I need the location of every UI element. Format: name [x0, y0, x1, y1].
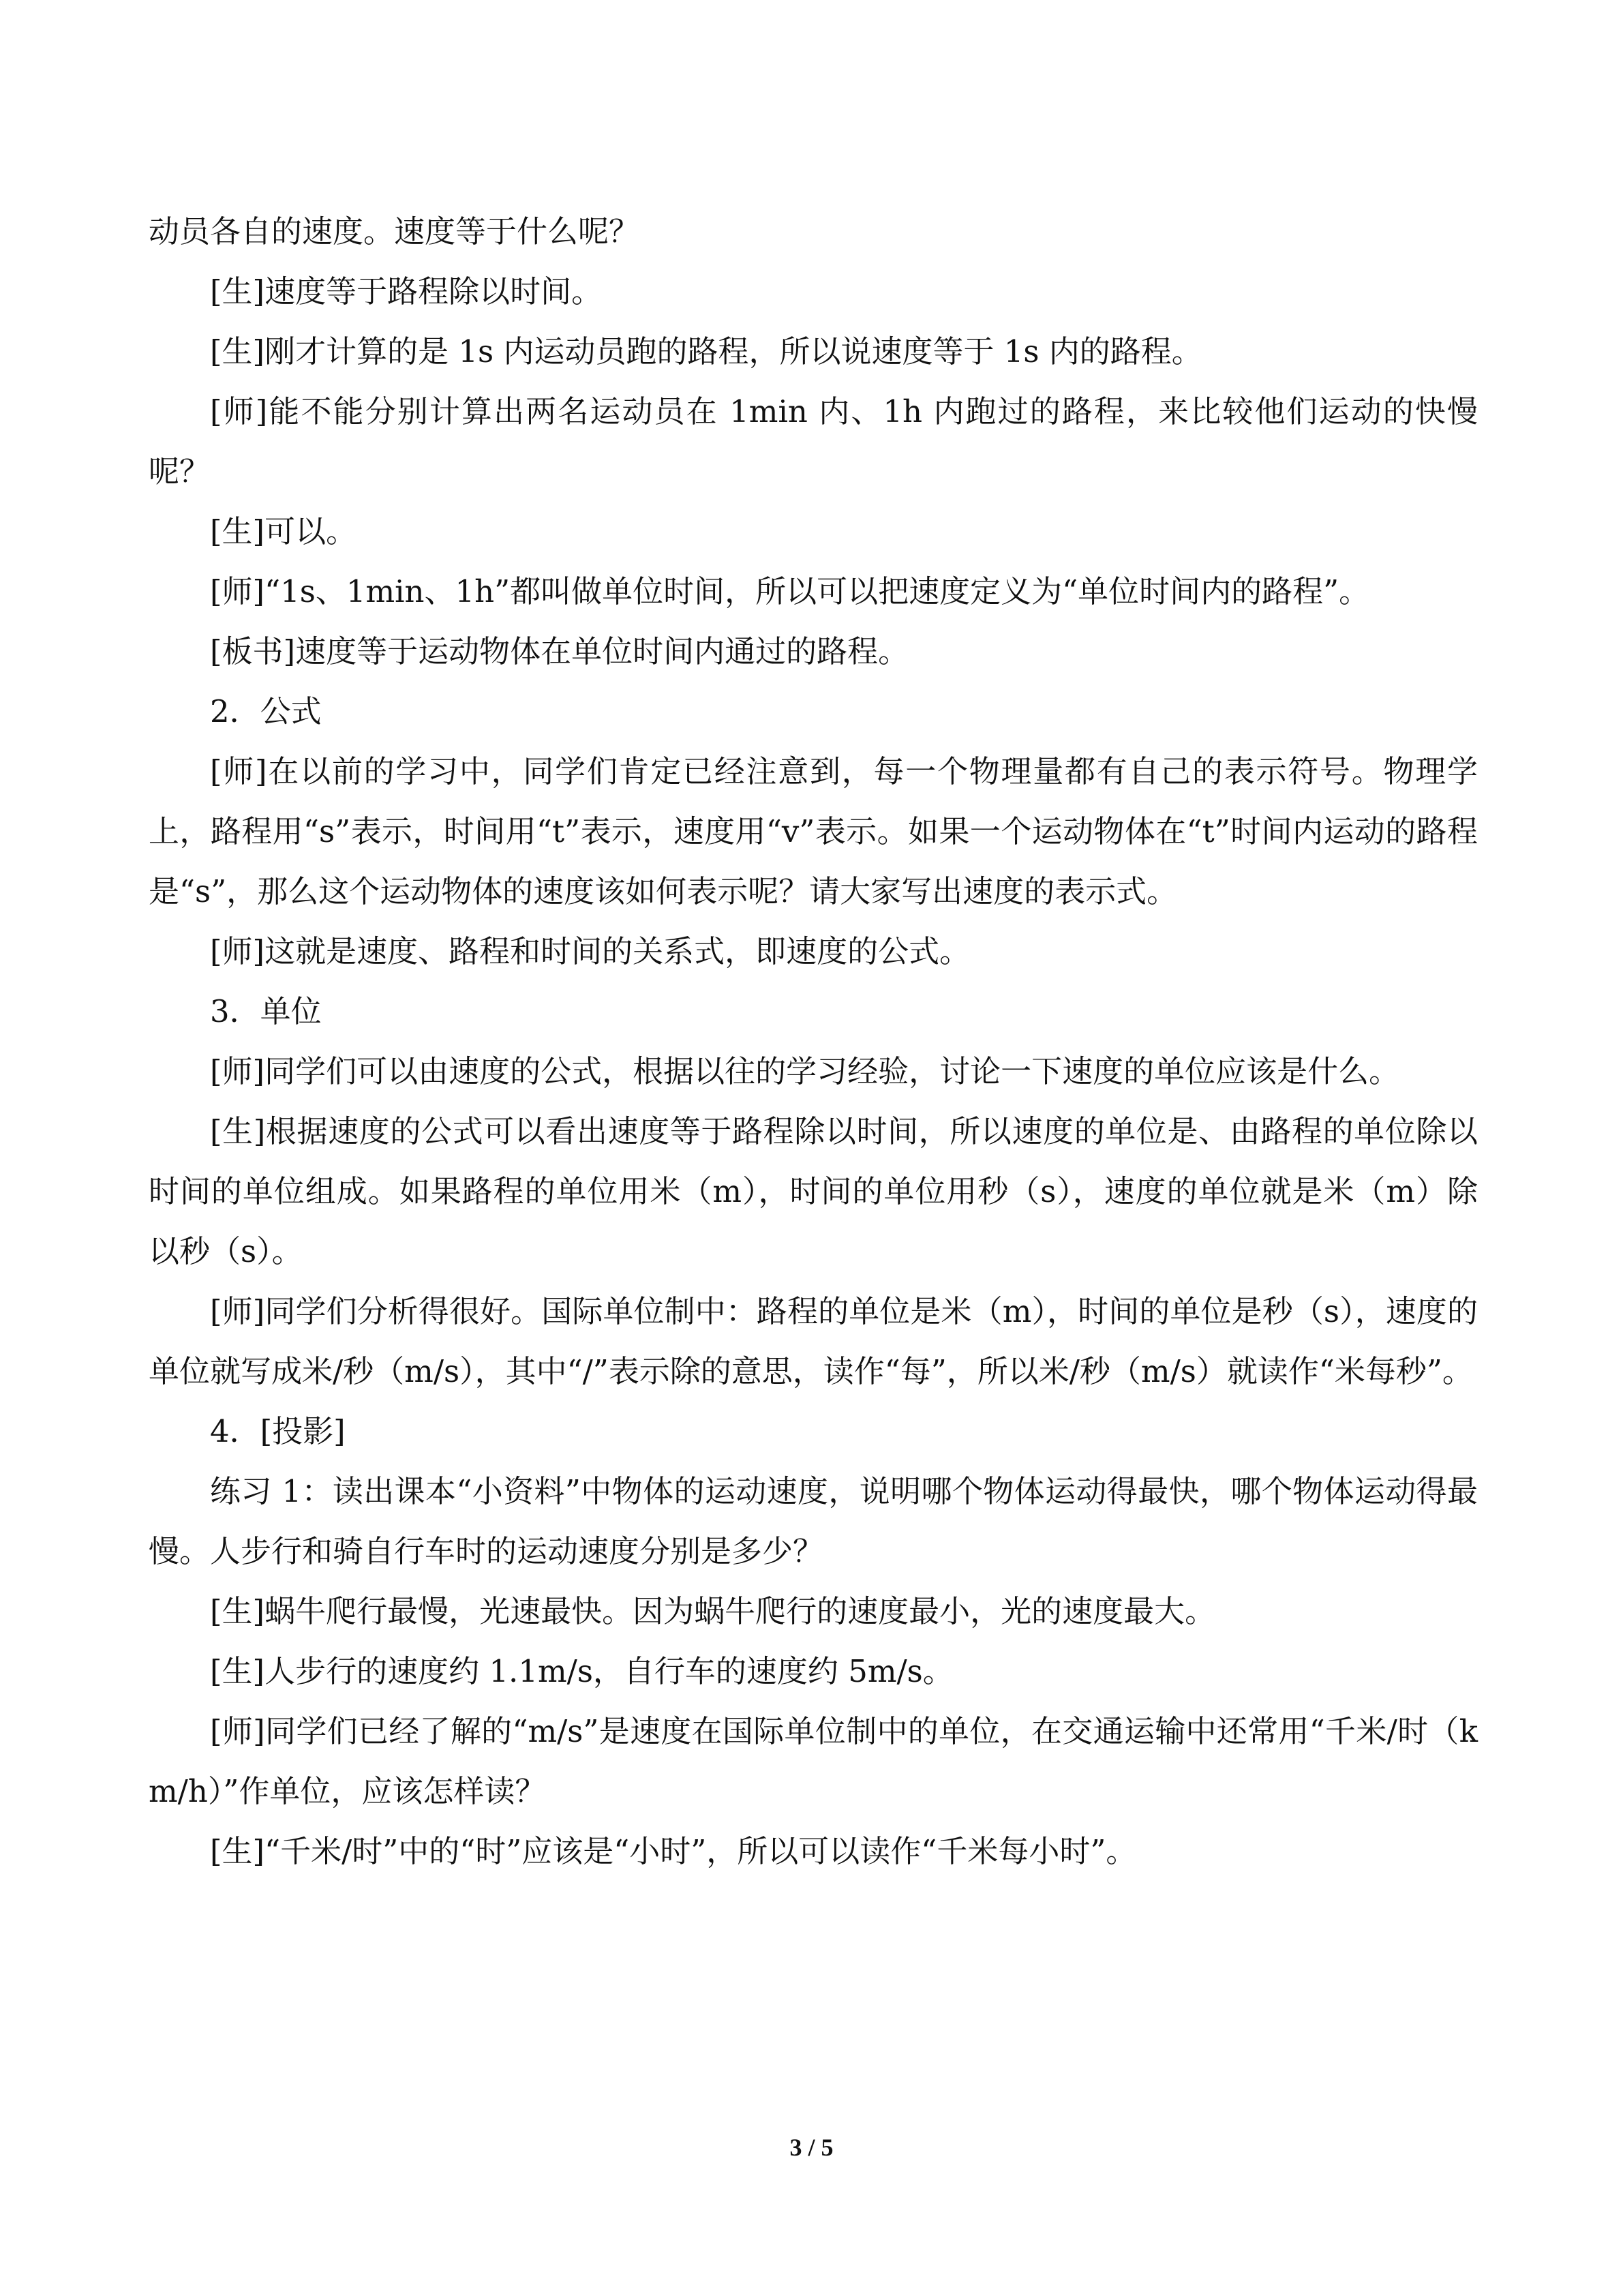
page-number: 3 / 5 [789, 2134, 834, 2161]
paragraph: [生]根据速度的公式可以看出速度等于路程除以时间，所以速度的单位是、由路程的单位除以时间的单位组成。如果路程的单位用米（m），时间的单位用秒（s），速度的单位就是米（m）除以秒（s）。 [149, 1113, 1478, 1269]
paragraph: [师]在以前的学习中，同学们肯定已经注意到，每一个物理量都有自己的表示符号。物理学上，路程用“s”表示，时间用“t”表示，速度用“v”表示。如果一个运动物体在“t”时间内运动的路程是“s”，那么这个运动物体的速度该如何表示呢？请大家写出速度的表示式。 [149, 753, 1478, 909]
document-body [149, 202, 1478, 1882]
paragraph: [师]“1s、1min、1h”都叫做单位时间，所以可以把速度定义为“单位时间内的路程”。 [210, 573, 1370, 609]
paragraph: 动员各自的速度。速度等于什么呢？ [149, 213, 640, 250]
paragraph: [生]速度等于路程除以时间。 [210, 273, 603, 309]
paragraph: [师]同学们已经了解的“m/s”是速度在国际单位制中的单位，在交通运输中还常用“千米/时（km/h）”作单位，应该怎样读？ [149, 1713, 1478, 1809]
paragraph: [师]能不能分别计算出两名运动员在 1min 内、1h 内跑过的路程，来比较他们运动的快慢呢？ [149, 393, 1478, 489]
paragraph: [生]人步行的速度约 1.1m/s，自行车的速度约 5m/s。 [210, 1653, 954, 1689]
paragraph: [生]“千米/时”中的“时”应该是“小时”，所以可以读作“千米每小时”。 [210, 1833, 1137, 1869]
paragraph: [师]这就是速度、路程和时间的关系式，即速度的公式。 [210, 933, 971, 969]
paragraph: [生]蜗牛爬行最慢，光速最快。因为蜗牛爬行的速度最小，光的速度最大。 [210, 1593, 1216, 1629]
paragraph: [师]同学们分析得很好。国际单位制中：路程的单位是米（m），时间的单位是秒（s），速度的单位就写成米/秒（m/s），其中“/”表示除的意思，读作“每”，所以米/秒（m/s）就读作“米每秒”。 [149, 1293, 1478, 1389]
paragraph: [生]可以。 [210, 513, 357, 549]
paragraph: [师]同学们可以由速度的公式，根据以往的学习经验，讨论一下速度的单位应该是什么。 [210, 1053, 1400, 1089]
paragraph: [生]刚才计算的是 1s 内运动员跑的路程，所以说速度等于 1s 内的路程。 [210, 333, 1202, 369]
section-heading: 4．[投影] [210, 1413, 346, 1449]
section-heading: 3．单位 [210, 993, 322, 1029]
section-heading: 2．公式 [210, 693, 322, 729]
paragraph: 练习 1：读出课本“小资料”中物体的运动速度，说明哪个物体运动得最快，哪个物体运动得最慢。人步行和骑自行车时的运动速度分别是多少？ [149, 1473, 1478, 1569]
paragraph: [板书]速度等于运动物体在单位时间内通过的路程。 [210, 633, 909, 669]
